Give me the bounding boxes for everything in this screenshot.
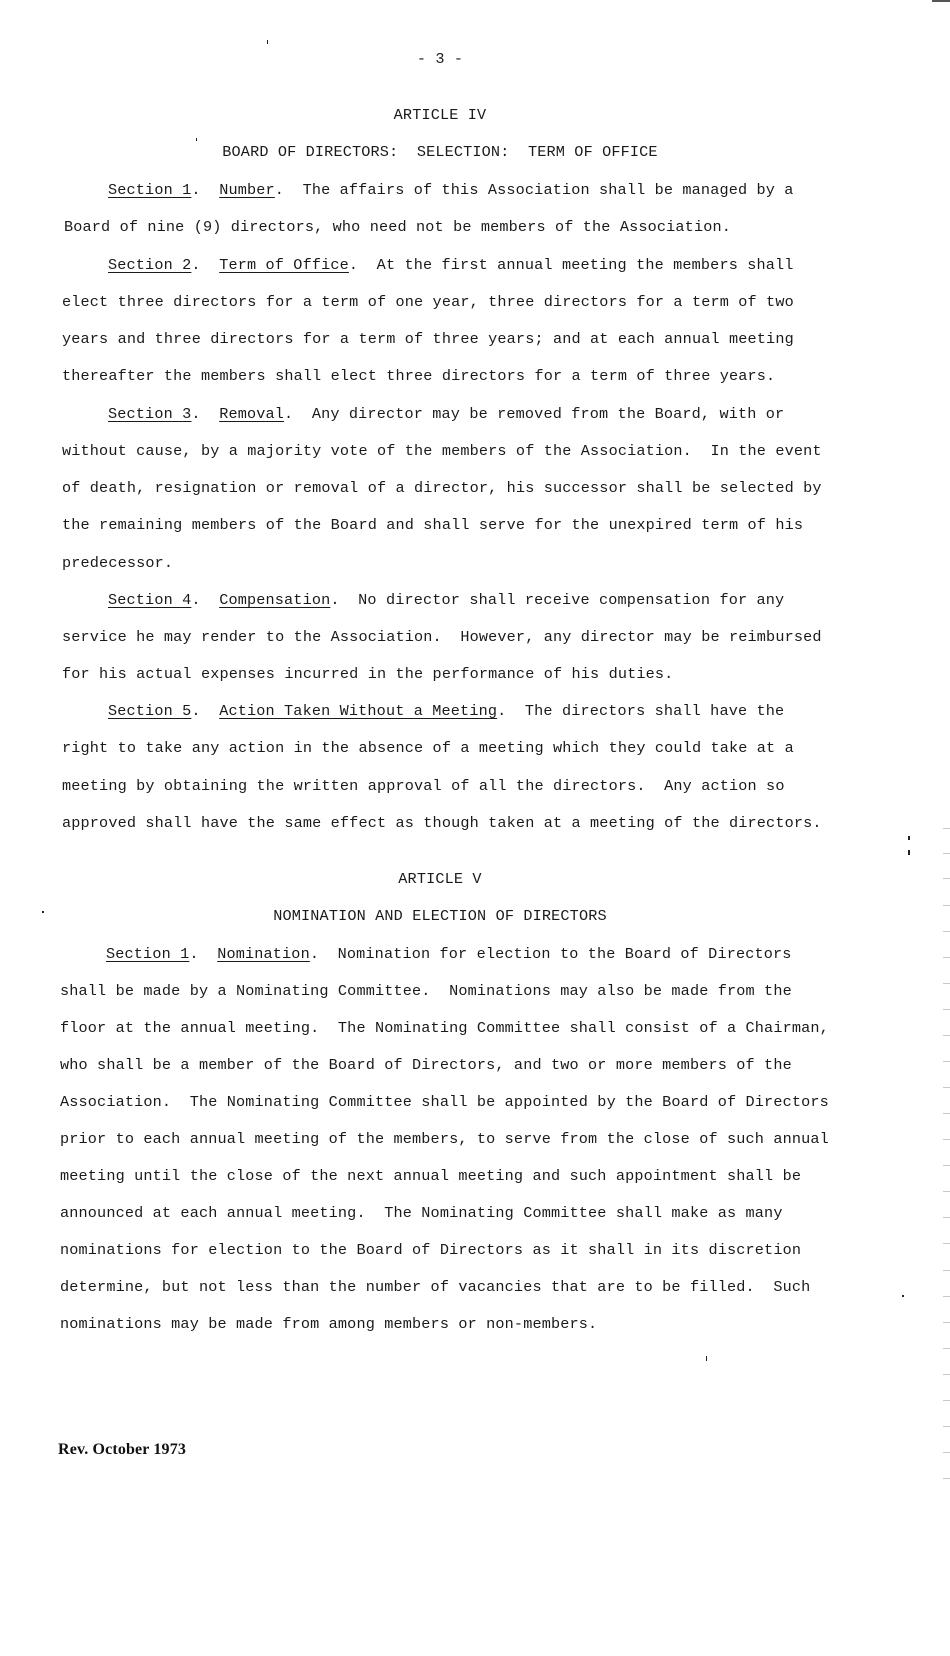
scan-edge-tick: [943, 1191, 950, 1192]
section-text: No director shall receive compensation for any: [339, 591, 785, 609]
section-text: predecessor.: [62, 554, 174, 572]
section-title: Nomination: [217, 945, 310, 963]
section-title: Removal: [219, 405, 285, 423]
section-text: elect three directors for a term of one year, three directors for a term of two: [62, 293, 794, 311]
scan-edge-tick: [943, 1139, 950, 1140]
section-text: of death, resignation or removal of a director, his successor shall be selected by: [62, 479, 822, 497]
section-label: Section 5: [108, 702, 192, 720]
section-text: At the first annual meeting the members shall: [358, 256, 794, 274]
scan-edge-tick: [943, 957, 950, 958]
article-iv-section-4-first-line: Section 4. Compensation. No director shall receive compensation for any: [108, 591, 785, 609]
section-title: Compensation: [219, 591, 331, 609]
scan-edge-tick: [943, 1296, 950, 1297]
page-number: - 3 -: [416, 50, 464, 68]
section-text: meeting until the close of the next annual meeting and such appointment shall be: [60, 1167, 802, 1185]
section-text: approved shall have the same effect as though taken at a meeting of the directors.: [62, 814, 822, 832]
section-label: Section 1: [108, 181, 192, 199]
section-label: Section 2: [108, 256, 192, 274]
article-iv-section-2-first-line: Section 2. Term of Office. At the first annual meeting the members shall: [108, 256, 794, 274]
article-v-subheading: NOMINATION AND ELECTION OF DIRECTORS: [273, 907, 607, 925]
scan-edge-tick: [943, 1217, 950, 1218]
section-label: Section 4: [108, 591, 192, 609]
scan-speck: [196, 138, 197, 141]
section-text: nominations for election to the Board of Directors as it shall in its discretion: [60, 1241, 802, 1259]
section-title: Number: [219, 181, 275, 199]
article-iv-section-1-first-line: Section 1. Number. The affairs of this Association shall be managed by a: [108, 181, 794, 199]
section-text: Any director may be removed from the Board, with or: [293, 405, 785, 423]
section-text: floor at the annual meeting. The Nominating Committee shall consist of a Chairman,: [60, 1019, 829, 1037]
section-text: Board of nine (9) directors, who need not be members of the Association.: [64, 218, 732, 236]
scan-edge-tick: [943, 1061, 950, 1062]
section-text: without cause, by a majority vote of the members of the Association. In the event: [62, 442, 822, 460]
scan-edge-tick: [943, 1009, 950, 1010]
scan-edge-tick: [943, 853, 950, 854]
scan-edge-tick: [943, 828, 950, 829]
article-v-heading: ARTICLE V: [398, 870, 482, 888]
scan-edge-tick: [943, 1270, 950, 1271]
section-title: Term of Office: [219, 256, 349, 274]
scan-edge-tick: [943, 878, 950, 879]
article-iv-section-3-first-line: Section 3. Removal. Any director may be removed from the Board, with or: [108, 405, 785, 423]
scan-edge-tick: [943, 905, 950, 906]
scan-edge-mark: [932, 0, 950, 2]
section-text: the remaining members of the Board and shall serve for the unexpired term of his: [62, 516, 804, 534]
scan-edge-tick: [943, 1035, 950, 1036]
section-text: nominations may be made from among members or non-members.: [60, 1315, 598, 1333]
scan-edge-tick: [943, 1478, 950, 1479]
section-text: Association. The Nominating Committee shall be appointed by the Board of Directors: [60, 1093, 829, 1111]
section-text: thereafter the members shall elect three directors for a term of three years.: [62, 367, 776, 385]
revision-footer: Rev. October 1973: [58, 1441, 187, 1458]
scan-speck: [908, 850, 910, 855]
section-text: announced at each annual meeting. The Nominating Committee shall make as many: [60, 1204, 783, 1222]
scan-edge-tick: [943, 931, 950, 932]
scan-edge-tick: [943, 1243, 950, 1244]
article-v-section-1-first-line: Section 1. Nomination. Nomination for election to the Board of Directors: [106, 945, 792, 963]
article-iv-subheading: BOARD OF DIRECTORS: SELECTION: TERM OF OFFICE: [222, 143, 658, 161]
section-text: years and three directors for a term of three years; and at each annual meeting: [62, 330, 794, 348]
section-text: shall be made by a Nominating Committee. Nominations may also be made from the: [60, 982, 792, 1000]
scan-speck: [706, 1356, 707, 1361]
scan-edge-tick: [943, 1426, 950, 1427]
scan-edge-tick: [943, 1400, 950, 1401]
scan-edge-tick: [943, 1322, 950, 1323]
section-text: who shall be a member of the Board of Directors, and two or more members of the: [60, 1056, 792, 1074]
section-text: prior to each annual meeting of the members, to serve from the close of such annual: [60, 1130, 829, 1148]
section-text: Nomination for election to the Board of Directors: [319, 945, 792, 963]
scan-speck: [902, 1295, 904, 1297]
section-text: The directors shall have the: [506, 702, 785, 720]
scan-edge-tick: [943, 1452, 950, 1453]
article-iv-heading: ARTICLE IV: [393, 106, 487, 124]
section-text: right to take any action in the absence of a meeting which they could take at a: [62, 739, 794, 757]
article-iv-section-5-first-line: Section 5. Action Taken Without a Meeting. The directors shall have the: [108, 702, 785, 720]
scan-edge-tick: [943, 983, 950, 984]
section-text: service he may render to the Association. However, any director may be reimbursed: [62, 628, 822, 646]
section-text: The affairs of this Association shall be managed by a: [284, 181, 794, 199]
section-text: determine, but not less than the number of vacancies that are to be filled. Such: [60, 1278, 811, 1296]
scan-edge-tick: [943, 1113, 950, 1114]
section-text: meeting by obtaining the written approval of all the directors. Any action so: [62, 777, 785, 795]
scan-speck: [267, 40, 268, 44]
scan-edge-tick: [943, 1374, 950, 1375]
scan-speck: [42, 911, 44, 913]
scan-edge-tick: [943, 1087, 950, 1088]
scan-speck: [908, 836, 910, 840]
section-title: Action Taken Without a Meeting: [219, 702, 498, 720]
section-label: Section 3: [108, 405, 192, 423]
scan-edge-tick: [943, 1348, 950, 1349]
section-text: for his actual expenses incurred in the performance of his duties.: [62, 665, 674, 683]
scan-edge-tick: [943, 1165, 950, 1166]
section-label: Section 1: [106, 945, 190, 963]
